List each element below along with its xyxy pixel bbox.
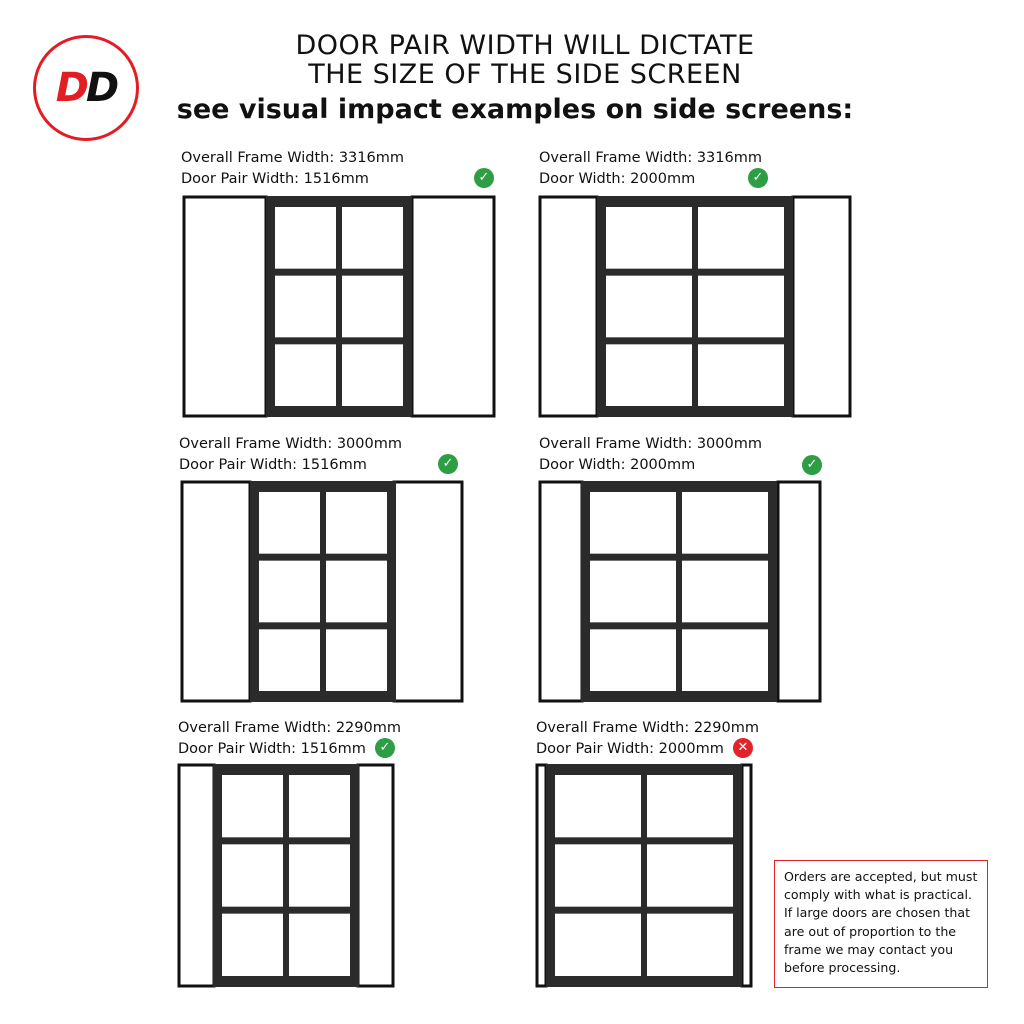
glass-panel: [259, 561, 320, 623]
frame-width-label: Overall Frame Width: 2290mm: [178, 720, 401, 736]
right-side-screen: [412, 197, 494, 416]
notice-line: frame we may contact you: [784, 941, 954, 957]
frame-width-label: Overall Frame Width: 3316mm: [181, 150, 404, 166]
frame-width-label: Overall Frame Width: 3000mm: [179, 436, 402, 452]
example-2-caption: [539, 148, 762, 190]
check-icon: ✓: [438, 454, 458, 474]
glass-panel: [275, 207, 336, 269]
right-side-screen: [742, 765, 751, 986]
glass-panel: [606, 276, 692, 338]
glass-panel: [289, 914, 350, 976]
glass-panel: [342, 207, 403, 269]
glass-panel: [555, 914, 641, 976]
glass-panel: [647, 914, 733, 976]
notice-line: before processing.: [784, 960, 901, 976]
glass-panel: [259, 492, 320, 554]
door-pair: [581, 481, 777, 702]
left-side-screen: [179, 765, 214, 986]
logo-letter-red: D: [55, 65, 86, 111]
title-line-2: THE SIZE OF THE SIDE SCREEN: [308, 59, 742, 90]
right-side-screen: [358, 765, 393, 986]
glass-panel: [326, 492, 387, 554]
check-icon: ✓: [748, 168, 768, 188]
left-side-screen: [182, 482, 250, 701]
door-width-label: Door Pair Width: 2000mm: [536, 741, 724, 757]
cross-icon: ✕: [733, 738, 753, 758]
order-notice: [774, 860, 988, 988]
glass-panel: [222, 844, 283, 906]
glass-panel: [289, 775, 350, 837]
example-1-diagram: [181, 195, 497, 418]
door-pair: [546, 764, 742, 987]
door-width-label: Door Width: 2000mm: [539, 457, 696, 473]
door-pair: [266, 196, 412, 417]
glass-panel: [590, 561, 676, 623]
glass-panel: [698, 207, 784, 269]
example-3-diagram: [179, 480, 465, 703]
check-icon: ✓: [474, 168, 494, 188]
example-1-caption: [181, 148, 404, 190]
door-width-label: Door Width: 2000mm: [539, 171, 696, 187]
glass-panel: [606, 207, 692, 269]
glass-panel: [326, 561, 387, 623]
glass-panel: [698, 344, 784, 406]
glass-panel: [682, 492, 768, 554]
door-pair: [213, 764, 359, 987]
glass-panel: [289, 844, 350, 906]
door-pair: [597, 196, 793, 417]
glass-panel: [555, 775, 641, 837]
notice-line: are out of proportion to the: [784, 923, 957, 939]
check-icon: ✓: [375, 738, 395, 758]
title-line-1: DOOR PAIR WIDTH WILL DICTATE: [295, 30, 755, 61]
subtitle: see visual impact examples on side screens:: [176, 94, 854, 125]
left-side-screen: [537, 765, 546, 986]
door-width-label: Door Pair Width: 1516mm: [179, 457, 367, 473]
notice-line: Orders are accepted, but must: [784, 869, 978, 884]
glass-panel: [682, 561, 768, 623]
glass-panel: [606, 344, 692, 406]
left-side-screen: [540, 482, 582, 701]
frame-width-label: Overall Frame Width: 3316mm: [539, 150, 762, 166]
logo-text: [56, 65, 116, 111]
right-side-screen: [778, 482, 820, 701]
glass-panel: [682, 629, 768, 691]
glass-panel: [698, 276, 784, 338]
glass-panel: [590, 629, 676, 691]
glass-panel: [275, 344, 336, 406]
right-side-screen: [394, 482, 462, 701]
left-side-screen: [540, 197, 597, 416]
check-icon: ✓: [802, 455, 822, 475]
glass-panel: [326, 629, 387, 691]
example-6-caption: [536, 718, 759, 760]
glass-panel: [342, 344, 403, 406]
glass-panel: [647, 844, 733, 906]
example-3-caption: [179, 434, 402, 476]
example-4-caption: [539, 434, 762, 476]
glass-panel: [647, 775, 733, 837]
frame-width-label: Overall Frame Width: 2290mm: [536, 720, 759, 736]
notice-line: If large doors are chosen that: [784, 905, 971, 921]
glass-panel: [275, 276, 336, 338]
notice-line: comply with what is practical.: [784, 887, 972, 903]
glass-panel: [555, 844, 641, 906]
frame-width-label: Overall Frame Width: 3000mm: [539, 436, 762, 452]
left-side-screen: [184, 197, 266, 416]
right-side-screen: [793, 197, 850, 416]
logo-letter-black: D: [86, 65, 117, 111]
glass-panel: [259, 629, 320, 691]
example-5-diagram: [176, 763, 396, 988]
glass-panel: [342, 276, 403, 338]
example-4-diagram: [537, 480, 823, 703]
example-2-diagram: [537, 195, 853, 418]
glass-panel: [590, 492, 676, 554]
glass-panel: [222, 914, 283, 976]
dd-logo: [33, 35, 139, 141]
door-width-label: Door Pair Width: 1516mm: [181, 171, 369, 187]
example-6-diagram: [534, 763, 754, 988]
door-pair: [250, 481, 396, 702]
glass-panel: [222, 775, 283, 837]
door-width-label: Door Pair Width: 1516mm: [178, 741, 366, 757]
example-5-caption: [178, 718, 401, 760]
